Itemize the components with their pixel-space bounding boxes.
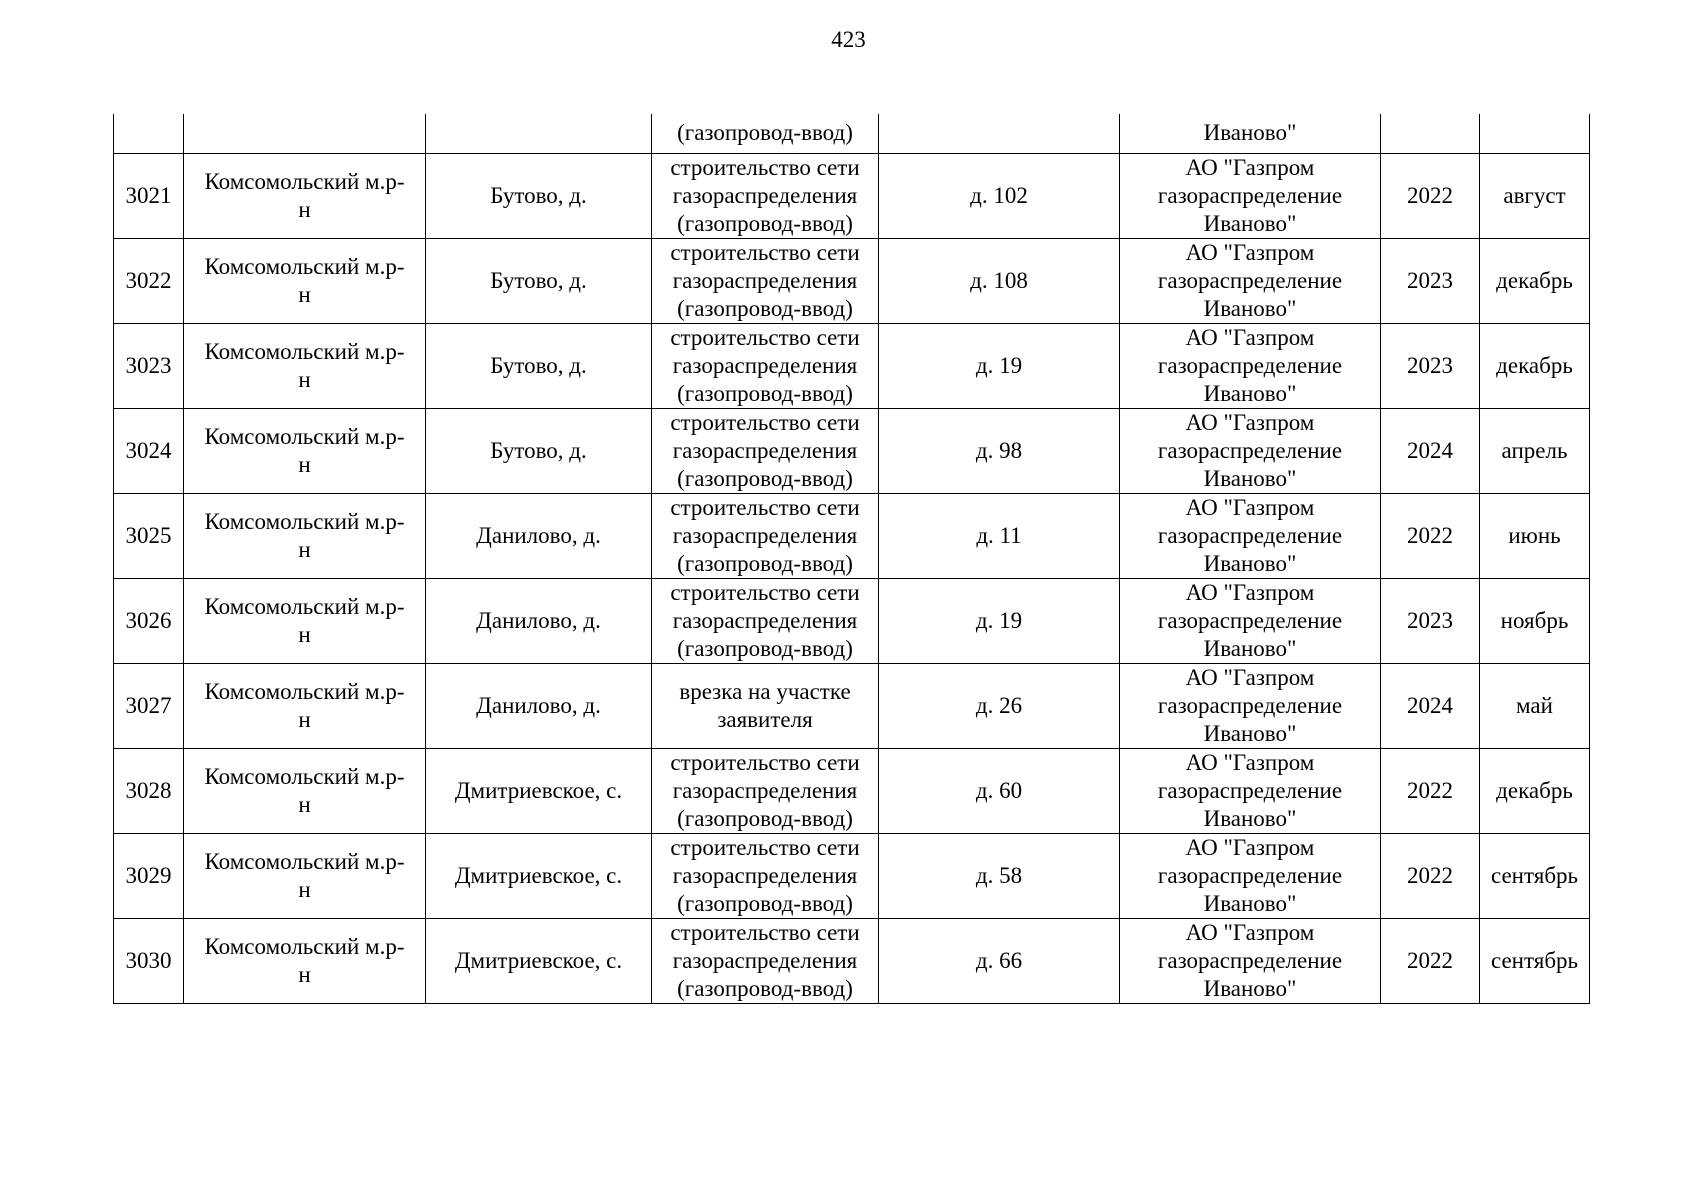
settlement-cell: Бутово, д. <box>426 238 652 323</box>
work-line: (газопровод-ввод) <box>677 975 853 1001</box>
work-line: газораспределения <box>672 862 858 888</box>
work-line: газораспределения <box>672 777 858 803</box>
page-number: 423 <box>831 27 866 52</box>
index-cell: 3030 <box>114 918 184 1003</box>
district-line: н <box>298 621 311 647</box>
year-cell: 2022 <box>1381 748 1480 833</box>
district-line: Комсомольский м.р- <box>204 593 405 619</box>
organization-line: АО "Газпром <box>1185 579 1315 605</box>
organization-line: газораспределение <box>1157 437 1343 463</box>
district-line: н <box>298 196 311 222</box>
organization-line: АО "Газпром <box>1185 749 1315 775</box>
month-cell: апрель <box>1480 408 1590 493</box>
organization-line: Иваново" <box>1203 550 1297 576</box>
address-cell: д. 60 <box>879 748 1120 833</box>
district-cell <box>184 493 426 578</box>
work-line: строительство сети <box>670 239 860 265</box>
year-cell: 2024 <box>1381 408 1480 493</box>
district-line: Комсомольский м.р- <box>204 508 405 534</box>
table-row <box>114 153 1590 238</box>
work-line: строительство сети <box>670 409 860 435</box>
organization-cell <box>1120 323 1381 408</box>
index-cell: 3027 <box>114 663 184 748</box>
organization-line: АО "Газпром <box>1185 239 1315 265</box>
settlement-cell <box>426 114 652 153</box>
settlement-cell: Дмитриевское, с. <box>426 748 652 833</box>
year-cell: 2022 <box>1381 493 1480 578</box>
settlement-cell: Бутово, д. <box>426 408 652 493</box>
month-cell: сентябрь <box>1480 918 1590 1003</box>
index-cell: 3025 <box>114 493 184 578</box>
month-cell: декабрь <box>1480 323 1590 408</box>
settlement-cell: Данилово, д. <box>426 493 652 578</box>
index-cell: 3028 <box>114 748 184 833</box>
year-cell <box>1381 114 1480 153</box>
index-cell: 3024 <box>114 408 184 493</box>
gas-connection-table <box>113 114 1590 1004</box>
index-cell: 3026 <box>114 578 184 663</box>
work-cell <box>652 493 879 578</box>
address-cell: д. 26 <box>879 663 1120 748</box>
district-line: Комсомольский м.р- <box>204 848 405 874</box>
organization-cell <box>1120 918 1381 1003</box>
organization-line: Иваново" <box>1203 120 1297 146</box>
organization-line: Иваново" <box>1203 720 1297 746</box>
address-cell: д. 19 <box>879 323 1120 408</box>
address-cell: д. 98 <box>879 408 1120 493</box>
organization-line: Иваново" <box>1203 465 1297 491</box>
table-row <box>114 578 1590 663</box>
address-cell: д. 11 <box>879 493 1120 578</box>
table-row <box>114 323 1590 408</box>
organization-line: Иваново" <box>1203 295 1297 321</box>
organization-line: газораспределение <box>1157 947 1343 973</box>
work-line: газораспределения <box>672 522 858 548</box>
work-cell <box>652 578 879 663</box>
organization-line: Иваново" <box>1203 975 1297 1001</box>
work-line: строительство сети <box>670 324 860 350</box>
address-cell <box>879 114 1120 153</box>
organization-line: газораспределение <box>1157 522 1343 548</box>
table-row <box>114 408 1590 493</box>
work-line: газораспределения <box>672 182 858 208</box>
address-cell: д. 19 <box>879 578 1120 663</box>
work-line: строительство сети <box>670 154 860 180</box>
year-cell: 2024 <box>1381 663 1480 748</box>
organization-line: АО "Газпром <box>1185 664 1315 690</box>
work-line: газораспределения <box>672 352 858 378</box>
organization-cell <box>1120 238 1381 323</box>
organization-line: газораспределение <box>1157 607 1343 633</box>
month-cell: декабрь <box>1480 238 1590 323</box>
settlement-cell: Дмитриевское, с. <box>426 918 652 1003</box>
work-cell <box>652 323 879 408</box>
organization-line: АО "Газпром <box>1185 154 1315 180</box>
table-row <box>114 663 1590 748</box>
year-cell: 2022 <box>1381 833 1480 918</box>
district-cell <box>184 153 426 238</box>
organization-line: АО "Газпром <box>1185 919 1315 945</box>
index-cell: 3029 <box>114 833 184 918</box>
work-line: газораспределения <box>672 947 858 973</box>
year-cell: 2022 <box>1381 153 1480 238</box>
work-line: строительство сети <box>670 579 860 605</box>
organization-line: Иваново" <box>1203 890 1297 916</box>
work-line: строительство сети <box>670 749 860 775</box>
table-body <box>114 114 1590 1003</box>
work-cell <box>652 833 879 918</box>
work-line: (газопровод-ввод) <box>677 120 853 146</box>
work-line: строительство сети <box>670 494 860 520</box>
work-line: (газопровод-ввод) <box>677 295 853 321</box>
organization-line: АО "Газпром <box>1185 324 1315 350</box>
district-line: н <box>298 281 311 307</box>
organization-cell <box>1120 408 1381 493</box>
organization-line: газораспределение <box>1157 352 1343 378</box>
work-line: газораспределения <box>672 607 858 633</box>
year-cell: 2023 <box>1381 323 1480 408</box>
work-line: газораспределения <box>672 267 858 293</box>
work-line: (газопровод-ввод) <box>677 890 853 916</box>
organization-cell <box>1120 114 1381 153</box>
index-cell <box>114 114 184 153</box>
month-cell: июнь <box>1480 493 1590 578</box>
month-cell: сентябрь <box>1480 833 1590 918</box>
district-line: Комсомольский м.р- <box>204 933 405 959</box>
work-line: строительство сети <box>670 834 860 860</box>
district-cell <box>184 323 426 408</box>
work-line: (газопровод-ввод) <box>677 465 853 491</box>
district-line: н <box>298 961 311 987</box>
district-cell <box>184 114 426 153</box>
address-cell: д. 58 <box>879 833 1120 918</box>
work-line: заявителя <box>717 706 813 732</box>
work-line: (газопровод-ввод) <box>677 380 853 406</box>
organization-line: Иваново" <box>1203 805 1297 831</box>
settlement-cell: Бутово, д. <box>426 323 652 408</box>
month-cell: декабрь <box>1480 748 1590 833</box>
district-cell <box>184 408 426 493</box>
year-cell: 2023 <box>1381 238 1480 323</box>
work-line: врезка на участке <box>679 678 851 704</box>
table-row <box>114 833 1590 918</box>
table-row <box>114 918 1590 1003</box>
district-cell <box>184 833 426 918</box>
organization-cell <box>1120 833 1381 918</box>
district-line: н <box>298 451 311 477</box>
organization-cell <box>1120 748 1381 833</box>
district-line: н <box>298 366 311 392</box>
district-line: Комсомольский м.р- <box>204 423 405 449</box>
district-line: н <box>298 536 311 562</box>
table-row <box>114 748 1590 833</box>
district-cell <box>184 578 426 663</box>
organization-line: газораспределение <box>1157 862 1343 888</box>
work-cell <box>652 153 879 238</box>
organization-cell <box>1120 493 1381 578</box>
work-cell <box>652 663 879 748</box>
district-cell <box>184 663 426 748</box>
organization-cell <box>1120 153 1381 238</box>
work-line: (газопровод-ввод) <box>677 210 853 236</box>
work-cell <box>652 114 879 153</box>
district-cell <box>184 238 426 323</box>
work-cell <box>652 748 879 833</box>
work-line: газораспределения <box>672 437 858 463</box>
month-cell: август <box>1480 153 1590 238</box>
work-line: (газопровод-ввод) <box>677 635 853 661</box>
organization-cell <box>1120 663 1381 748</box>
organization-line: газораспределение <box>1157 692 1343 718</box>
index-cell: 3021 <box>114 153 184 238</box>
organization-line: Иваново" <box>1203 210 1297 236</box>
work-cell <box>652 238 879 323</box>
table-row <box>114 238 1590 323</box>
district-cell <box>184 918 426 1003</box>
organization-line: газораспределение <box>1157 182 1343 208</box>
address-cell: д. 66 <box>879 918 1120 1003</box>
organization-line: АО "Газпром <box>1185 494 1315 520</box>
organization-line: АО "Газпром <box>1185 409 1315 435</box>
table-row <box>114 493 1590 578</box>
district-line: Комсомольский м.р- <box>204 168 405 194</box>
year-cell: 2023 <box>1381 578 1480 663</box>
organization-line: газораспределение <box>1157 267 1343 293</box>
address-cell: д. 108 <box>879 238 1120 323</box>
month-cell: май <box>1480 663 1590 748</box>
district-line: н <box>298 791 311 817</box>
work-line: (газопровод-ввод) <box>677 805 853 831</box>
year-cell: 2022 <box>1381 918 1480 1003</box>
settlement-cell: Данилово, д. <box>426 663 652 748</box>
district-line: Комсомольский м.р- <box>204 763 405 789</box>
district-line: Комсомольский м.р- <box>204 253 405 279</box>
address-cell: д. 102 <box>879 153 1120 238</box>
work-cell <box>652 408 879 493</box>
organization-cell <box>1120 578 1381 663</box>
district-cell <box>184 748 426 833</box>
index-cell: 3023 <box>114 323 184 408</box>
month-cell <box>1480 114 1590 153</box>
organization-line: газораспределение <box>1157 777 1343 803</box>
index-cell: 3022 <box>114 238 184 323</box>
month-cell: ноябрь <box>1480 578 1590 663</box>
district-line: Комсомольский м.р- <box>204 678 405 704</box>
settlement-cell: Бутово, д. <box>426 153 652 238</box>
district-line: Комсомольский м.р- <box>204 338 405 364</box>
work-line: строительство сети <box>670 919 860 945</box>
settlement-cell: Дмитриевское, с. <box>426 833 652 918</box>
district-line: н <box>298 876 311 902</box>
work-cell <box>652 918 879 1003</box>
continuation-row <box>114 114 1590 153</box>
settlement-cell: Данилово, д. <box>426 578 652 663</box>
district-line: н <box>298 706 311 732</box>
organization-line: Иваново" <box>1203 635 1297 661</box>
organization-line: АО "Газпром <box>1185 834 1315 860</box>
work-line: (газопровод-ввод) <box>677 550 853 576</box>
organization-line: Иваново" <box>1203 380 1297 406</box>
